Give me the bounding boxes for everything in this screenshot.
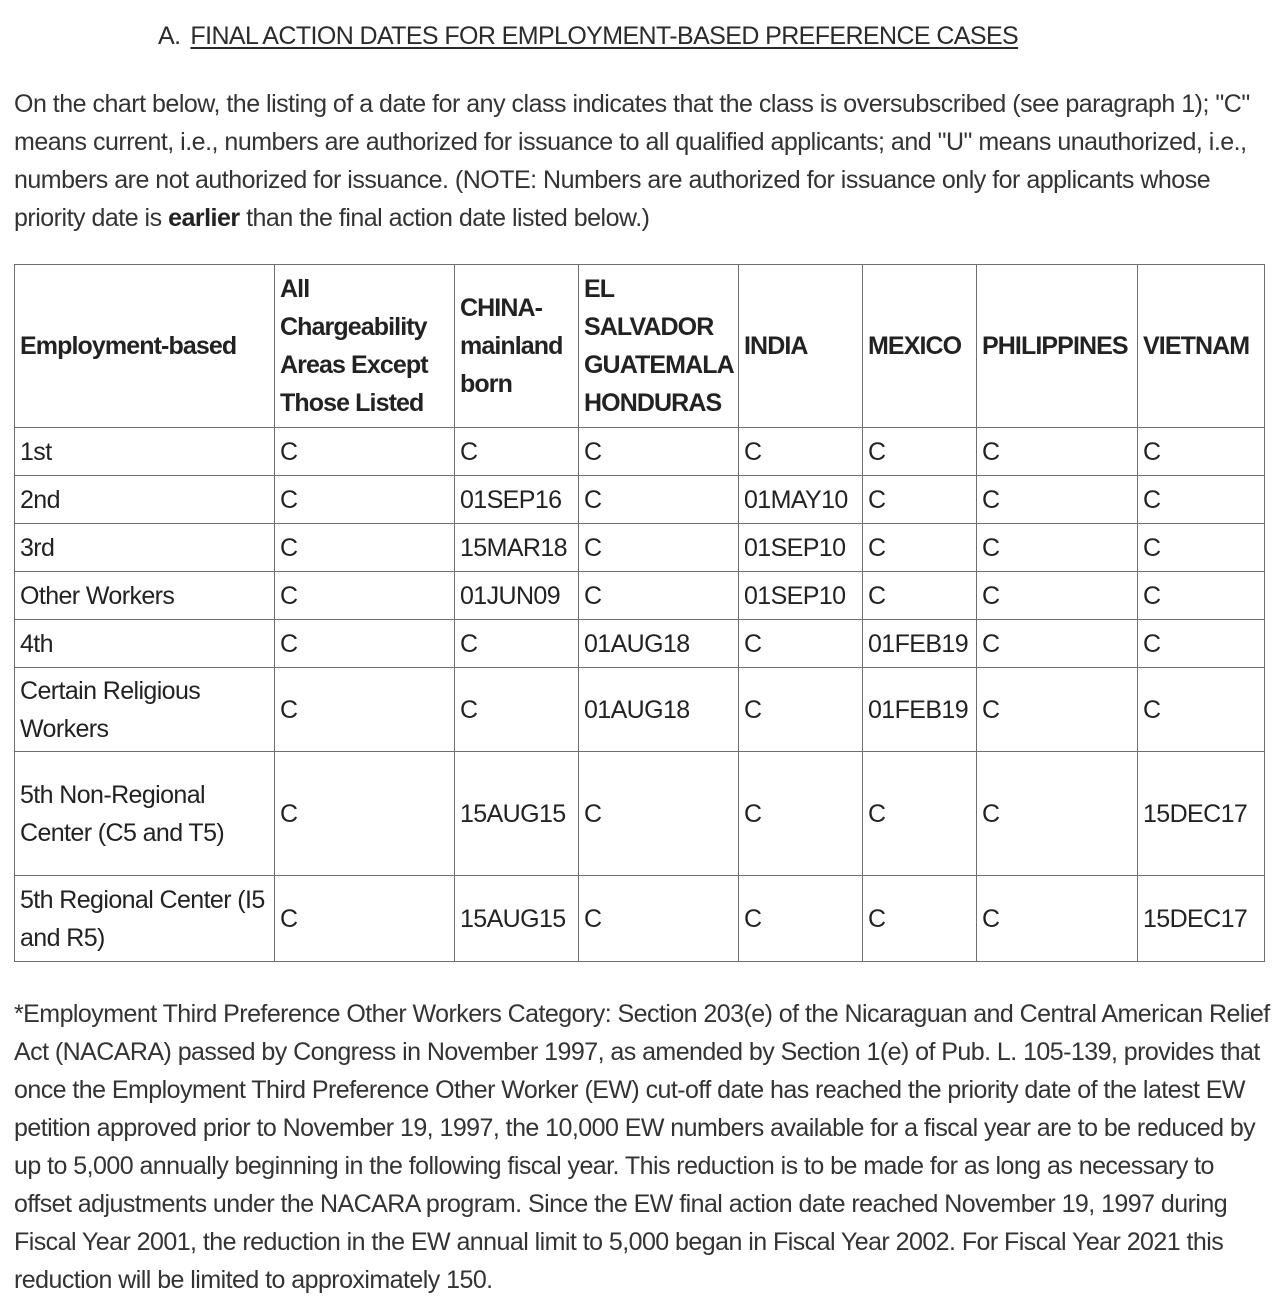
table-cell: C — [275, 620, 455, 668]
table-cell: C — [977, 752, 1138, 876]
table-cell: C — [863, 524, 977, 572]
table-cell: C — [1138, 620, 1265, 668]
final-action-dates-table — [14, 264, 1265, 962]
table-cell: C — [579, 524, 739, 572]
table-cell: C — [455, 620, 579, 668]
header-el-salvador-guatemala-honduras: EL SALVADOR GUATEMALA HONDURAS — [579, 265, 739, 428]
section-letter: A. — [158, 22, 181, 50]
table-cell: C — [739, 620, 863, 668]
header-all-chargeability: All Chargeability Areas Except Those Listed — [275, 265, 455, 428]
table-cell: C — [977, 876, 1138, 962]
row-label: 5th Non-Regional Center (C5 and T5) — [15, 752, 275, 876]
table-cell: C — [275, 876, 455, 962]
table-cell: C — [579, 476, 739, 524]
row-label: 3rd — [15, 524, 275, 572]
table-cell: C — [455, 668, 579, 752]
table-row — [15, 476, 1265, 524]
table-cell: C — [863, 752, 977, 876]
table-cell: 01AUG18 — [579, 668, 739, 752]
row-label: 1st — [15, 428, 275, 476]
table-cell: C — [275, 668, 455, 752]
table-row — [15, 668, 1265, 752]
table-cell: C — [863, 876, 977, 962]
table-row — [15, 572, 1265, 620]
table-cell: C — [977, 428, 1138, 476]
row-label: Certain Religious Workers — [15, 668, 275, 752]
footnote-paragraph: *Employment Third Preference Other Workers Category: Section 203(e) of the Nicaraguan and Central American Relief Act (NACARA) passed by Congress in November 1997, as amended by Section 1(e) of Pub. L. 105-139, provides that once the Employment Third Preference Other Worker (EW) cut-off date has reached the priority date of the latest EW petition approved prior to November 19, 1997, the 10,000 EW numbers available for a fiscal year are to be reduced by up to 5,000 annually beginning in the following fiscal year. This reduction is to be made for as long as necessary to offset adjustments under the NACARA program. Since the EW final action date reached November 19, 1997 during Fiscal Year 2001, the reduction in the EW annual limit to 5,000 began in Fiscal Year 2002. For Fiscal Year 2021 this reduction will be limited to approximately 150. — [14, 1000, 1270, 1294]
table-cell: C — [579, 572, 739, 620]
table-cell: 01SEP10 — [739, 524, 863, 572]
table-cell: C — [739, 428, 863, 476]
table-row — [15, 876, 1265, 962]
row-label: Other Workers — [15, 572, 275, 620]
table-cell: C — [1138, 572, 1265, 620]
table-cell: C — [579, 876, 739, 962]
header-philippines: PHILIPPINES — [977, 265, 1138, 428]
table-cell: C — [977, 476, 1138, 524]
table-cell: C — [1138, 524, 1265, 572]
table-cell: C — [863, 428, 977, 476]
table-row — [15, 752, 1265, 876]
table-cell: C — [455, 428, 579, 476]
table-cell: 01FEB19 — [863, 620, 977, 668]
table-cell: 15AUG15 — [455, 876, 579, 962]
table-header-row — [15, 265, 1265, 428]
table-cell: 01MAY10 — [739, 476, 863, 524]
table-cell: C — [275, 476, 455, 524]
row-label: 5th Regional Center (I5 and R5) — [15, 876, 275, 962]
table-cell: C — [275, 752, 455, 876]
header-employment-based: Employment-based — [15, 265, 275, 428]
table-cell: C — [863, 476, 977, 524]
section-heading — [158, 22, 1018, 51]
table-row — [15, 428, 1265, 476]
table-cell: C — [1138, 668, 1265, 752]
table-row — [15, 620, 1265, 668]
table-cell: 01SEP10 — [739, 572, 863, 620]
table-cell: C — [579, 752, 739, 876]
table-cell: C — [977, 524, 1138, 572]
header-india: INDIA — [739, 265, 863, 428]
table-cell: 15DEC17 — [1138, 752, 1265, 876]
intro-text-start: On the chart below, the listing of a date for any class indicates that the class is oversubscribed (see paragraph 1); "C" means current, i.e., numbers are authorized for issuance to all qualified applicants; and "U" means unauthorized, i.e., numbers are not authorized for issuance. (NOTE: Numbers are authorized for issuance only for applicants whose priority date is — [14, 90, 1250, 232]
section-title: FINAL ACTION DATES FOR EMPLOYMENT-BASED PREFERENCE CASES — [190, 22, 1019, 50]
table-cell: C — [275, 428, 455, 476]
table-cell: 15MAR18 — [455, 524, 579, 572]
table-cell: C — [1138, 476, 1265, 524]
table-cell: C — [275, 524, 455, 572]
table-cell: C — [739, 668, 863, 752]
table-cell: C — [739, 752, 863, 876]
header-vietnam: VIETNAM — [1138, 265, 1265, 428]
intro-bold-word: earlier — [168, 204, 240, 232]
table-cell: C — [977, 668, 1138, 752]
table-cell: C — [977, 572, 1138, 620]
table-cell: C — [863, 572, 977, 620]
row-label: 4th — [15, 620, 275, 668]
table-cell: C — [739, 876, 863, 962]
table-cell: 01SEP16 — [455, 476, 579, 524]
table-cell: 15AUG15 — [455, 752, 579, 876]
row-label: 2nd — [15, 476, 275, 524]
header-mexico: MEXICO — [863, 265, 977, 428]
table-row — [15, 524, 1265, 572]
table-cell: C — [977, 620, 1138, 668]
table-cell: 01JUN09 — [455, 572, 579, 620]
intro-paragraph — [14, 85, 1276, 237]
table-cell: 01FEB19 — [863, 668, 977, 752]
header-china: CHINA-mainland born — [455, 265, 579, 428]
table-cell: C — [275, 572, 455, 620]
table-cell: C — [1138, 428, 1265, 476]
table-cell: 01AUG18 — [579, 620, 739, 668]
table-cell: C — [579, 428, 739, 476]
table-cell: 15DEC17 — [1138, 876, 1265, 962]
intro-text-end: than the final action date listed below.) — [239, 204, 650, 232]
